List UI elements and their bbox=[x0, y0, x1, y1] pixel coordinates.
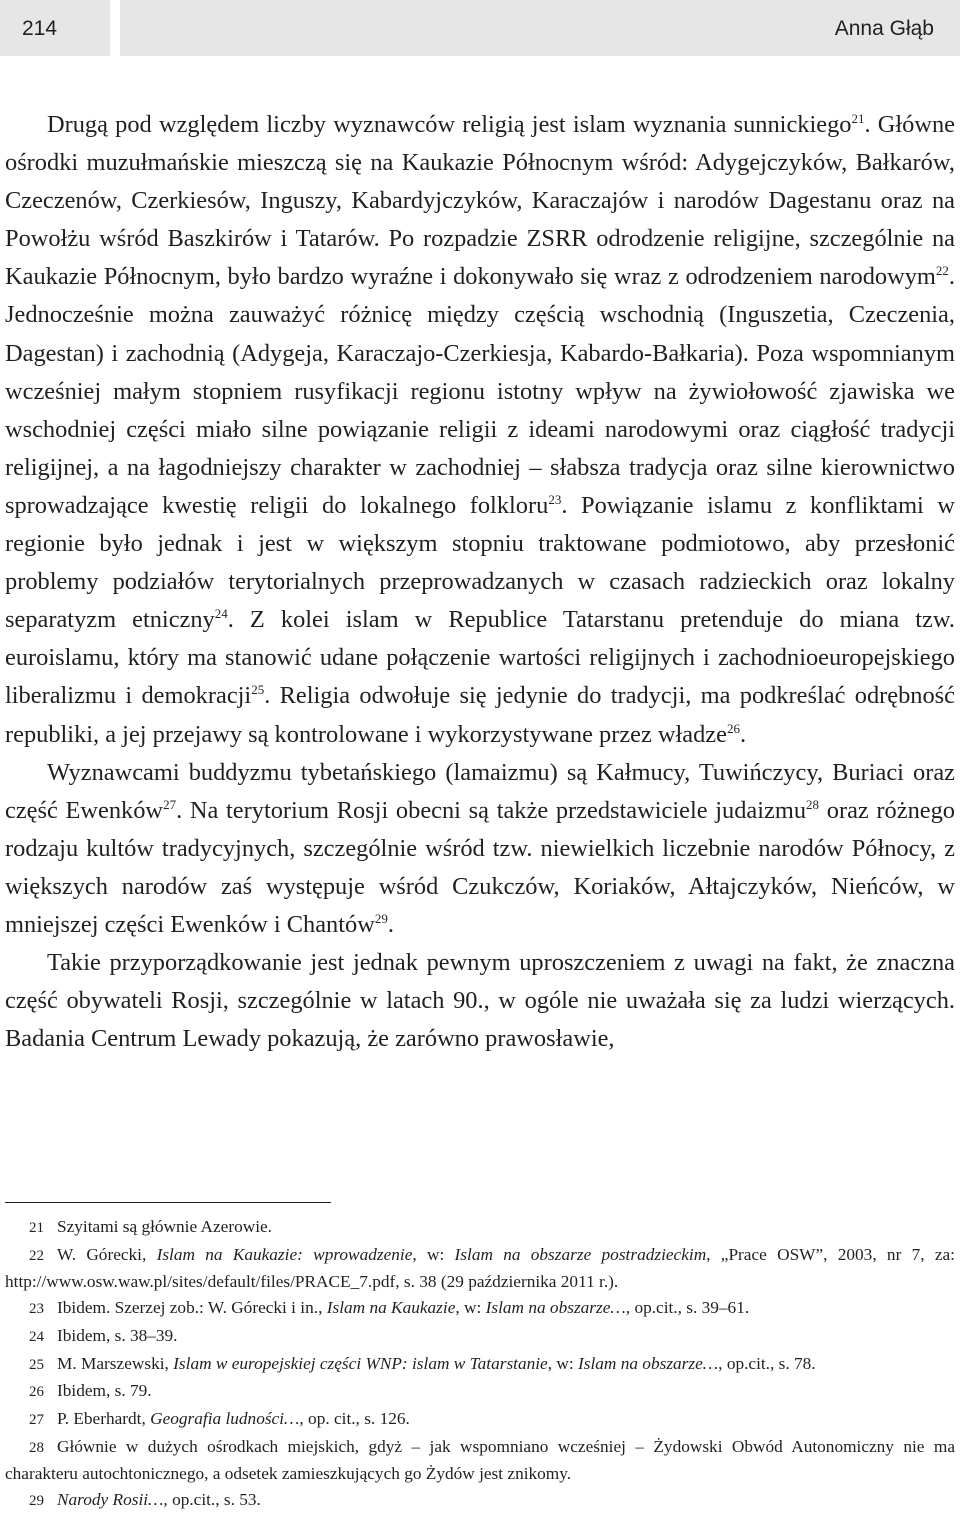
main-text bbox=[5, 106, 955, 1058]
footnote-ref: 23 bbox=[548, 491, 562, 507]
text-run: Szyitami są głównie Azerowie. bbox=[57, 1217, 273, 1236]
footnote-number: 29 bbox=[29, 1493, 44, 1510]
footnote-number: 27 bbox=[29, 1411, 44, 1428]
footnote-ref: 28 bbox=[806, 796, 820, 812]
footnote-ref: 27 bbox=[163, 796, 177, 812]
text-run: , w: bbox=[412, 1244, 455, 1264]
text-run: , w: bbox=[455, 1298, 486, 1318]
text-run: Ibidem, s. 38–39. bbox=[57, 1325, 178, 1345]
italic-title: Islam na obszarze… bbox=[577, 1353, 719, 1373]
text-run: Drugą pod względem liczby wyznawców religią jest islam wyznania sunnickiego bbox=[47, 111, 852, 138]
footnote-separator bbox=[5, 1202, 331, 1203]
text-run: . Religia odwołuje się jedynie do tradycji, ma podkreślać odrębność republiki, a jej przejawy są kontrolowane i wykorzystywane przez władze bbox=[5, 682, 955, 748]
footnote bbox=[5, 1434, 955, 1487]
footnote-number: 26 bbox=[29, 1384, 44, 1401]
footnote bbox=[5, 1406, 955, 1434]
italic-title: Islam w europejskiej części WNP: islam w Tatarstanie bbox=[173, 1353, 548, 1373]
footnote bbox=[5, 1378, 955, 1406]
text-run: Ibidem, s. 79. bbox=[57, 1381, 152, 1401]
paragraph bbox=[5, 106, 955, 754]
italic-title: Narody Rosii… bbox=[57, 1490, 164, 1510]
text-run: , „Prace OSW”, 2003, nr 7, za: http://www.osw.waw.pl/sites/default/files/PRACE_7.pdf, s. 38 (29 października 2011 r.). bbox=[5, 1244, 955, 1292]
footnote-number: 22 bbox=[29, 1247, 44, 1264]
text-run: Ibidem. Szerzej zob.: W. Górecki i in., bbox=[57, 1298, 327, 1318]
footnote bbox=[5, 1351, 955, 1379]
footnote bbox=[5, 1295, 955, 1323]
text-run: M. Marszewski, bbox=[57, 1353, 174, 1373]
text-run: . Główne ośrodki muzułmańskie mieszczą się na Kaukazie Północnym wśród: Adygejczyków, Bałkarów, Czeczenów, Czerkiesów, Inguszy, Kabardyjczyków, Karaczajów i narodów Dagestanu oraz na Powołżu wśród Baszkirów i Tatarów. Po rozpadzie ZSRR odrodzenie religijne, szczególnie na Kaukazie Północnym, było bardzo wyraźne i dokonywało się wraz z odrodzeniem narodowym bbox=[5, 111, 955, 291]
text-run: , w: bbox=[547, 1353, 578, 1373]
footnote bbox=[5, 1487, 955, 1515]
text-run: . Z kolei islam w Republice Tatarstanu pretenduje do miana tzw. euroislamu, który ma stanowić udane połączenie wartości religijnych i zachodnioeuropejskiego liberalizmu i demokracji bbox=[5, 606, 955, 710]
text-run: . Powiązanie islamu z konfliktami w regionie było jednak i jest w większym stopniu traktowane podmiotowo, aby przesłonić problemy podziałów terytorialnych przeprowadzanych w czasach radzieckich oraz lokalny separatyzm etniczny bbox=[5, 491, 955, 634]
text-run: , op.cit., s. 78. bbox=[718, 1353, 816, 1373]
italic-title: Islam na Kaukazie bbox=[326, 1298, 456, 1318]
text-run: Wyznawcami buddyzmu tybetańskiego (lamaizmu) są Kałmucy, Tuwińczycy, Buriaci oraz część Ewenków bbox=[5, 758, 955, 824]
text-run: . Na terytorium Rosji obecni są także przedstawiciele judaizmu bbox=[176, 796, 807, 824]
text-run: P. Eberhardt, bbox=[57, 1408, 151, 1428]
paragraph bbox=[5, 754, 955, 944]
footnotes bbox=[5, 1214, 955, 1515]
text-run: , op.cit., s. 39–61. bbox=[625, 1298, 750, 1318]
text-run: , op. cit., s. 126. bbox=[299, 1408, 410, 1428]
footnote-ref: 25 bbox=[251, 682, 265, 698]
footnote-ref: 26 bbox=[726, 720, 740, 736]
footnote-number: 28 bbox=[29, 1439, 44, 1456]
text-run: , op.cit., s. 53. bbox=[163, 1490, 261, 1510]
text-run: Głównie w dużych ośrodkach miejskich, gdyż – jak wspomniano wcześniej – Żydowski Obwód Autonomiczny nie ma charakteru autochtonicznego, a odsetek zamieszkujących go Żydów jest znikomy. bbox=[5, 1436, 955, 1484]
footnote-number: 21 bbox=[29, 1220, 44, 1236]
italic-title: Islam na Kaukazie: wprowadzenie bbox=[156, 1244, 413, 1264]
footnote-ref: 21 bbox=[851, 111, 865, 126]
text-run: . bbox=[739, 720, 747, 748]
footnote-ref: 24 bbox=[214, 606, 228, 622]
italic-title: Islam na obszarze postradzieckim bbox=[454, 1244, 707, 1264]
footnote-number: 24 bbox=[29, 1328, 44, 1345]
italic-title: Geografia ludności… bbox=[150, 1408, 300, 1428]
footnote-ref: 22 bbox=[935, 263, 949, 279]
footnote bbox=[5, 1323, 955, 1351]
page-number: 214 bbox=[0, 0, 110, 56]
text-run: Takie przyporządkowanie jest jednak pewnym uproszczeniem z uwagi na fakt, że znaczna część obywateli Rosji, szczególnie w latach 90., w ogóle nie uważała się za ludzi wierzących. Badania Centrum Lewady pokazują, że zarówno prawosławie, bbox=[5, 949, 955, 1053]
footnote-ref: 29 bbox=[374, 910, 388, 926]
text-run: W. Górecki, bbox=[57, 1244, 157, 1264]
footnote bbox=[5, 1242, 955, 1295]
text-run: oraz różnego rodzaju kultów tradycyjnych, szczególnie wśród tzw. niewielkich liczebnie narodów Północy, z większych narodów zaś występuje wśród Czukczów, Koriaków, Ałtajczyków, Nieńców, w mniejszej części Ewenków i Chantów bbox=[5, 796, 955, 938]
paragraph bbox=[5, 944, 955, 1058]
text-run: . Jednocześnie można zauważyć różnicę między częścią wschodnią (Inguszetia, Czeczenia, Dagestan) i zachodnią (Adygeja, Karaczajo-Czerkiesja, Kabardo-Bałkaria). Poza wspomnianym wcześniej małym stopniem rusyfikacji regionu istotny wpływ na żywiołowość zjawiska we wschodniej części miało silne powiązanie religii z ideami narodowymi oraz ciągłość tradycji religijnej, a na łagodniejszy charakter w zachodniej – słabsza tradycja oraz silne kierownictwo sprowadzające kwestię religii do lokalnego folkloru bbox=[5, 263, 955, 519]
running-head-author: Anna Głąb bbox=[120, 0, 960, 56]
running-header bbox=[0, 0, 960, 58]
footnote-number: 23 bbox=[29, 1301, 44, 1318]
footnote bbox=[5, 1214, 955, 1242]
italic-title: Islam na obszarze… bbox=[485, 1298, 626, 1318]
text-run: . bbox=[387, 910, 394, 938]
footnote-number: 25 bbox=[29, 1356, 44, 1373]
